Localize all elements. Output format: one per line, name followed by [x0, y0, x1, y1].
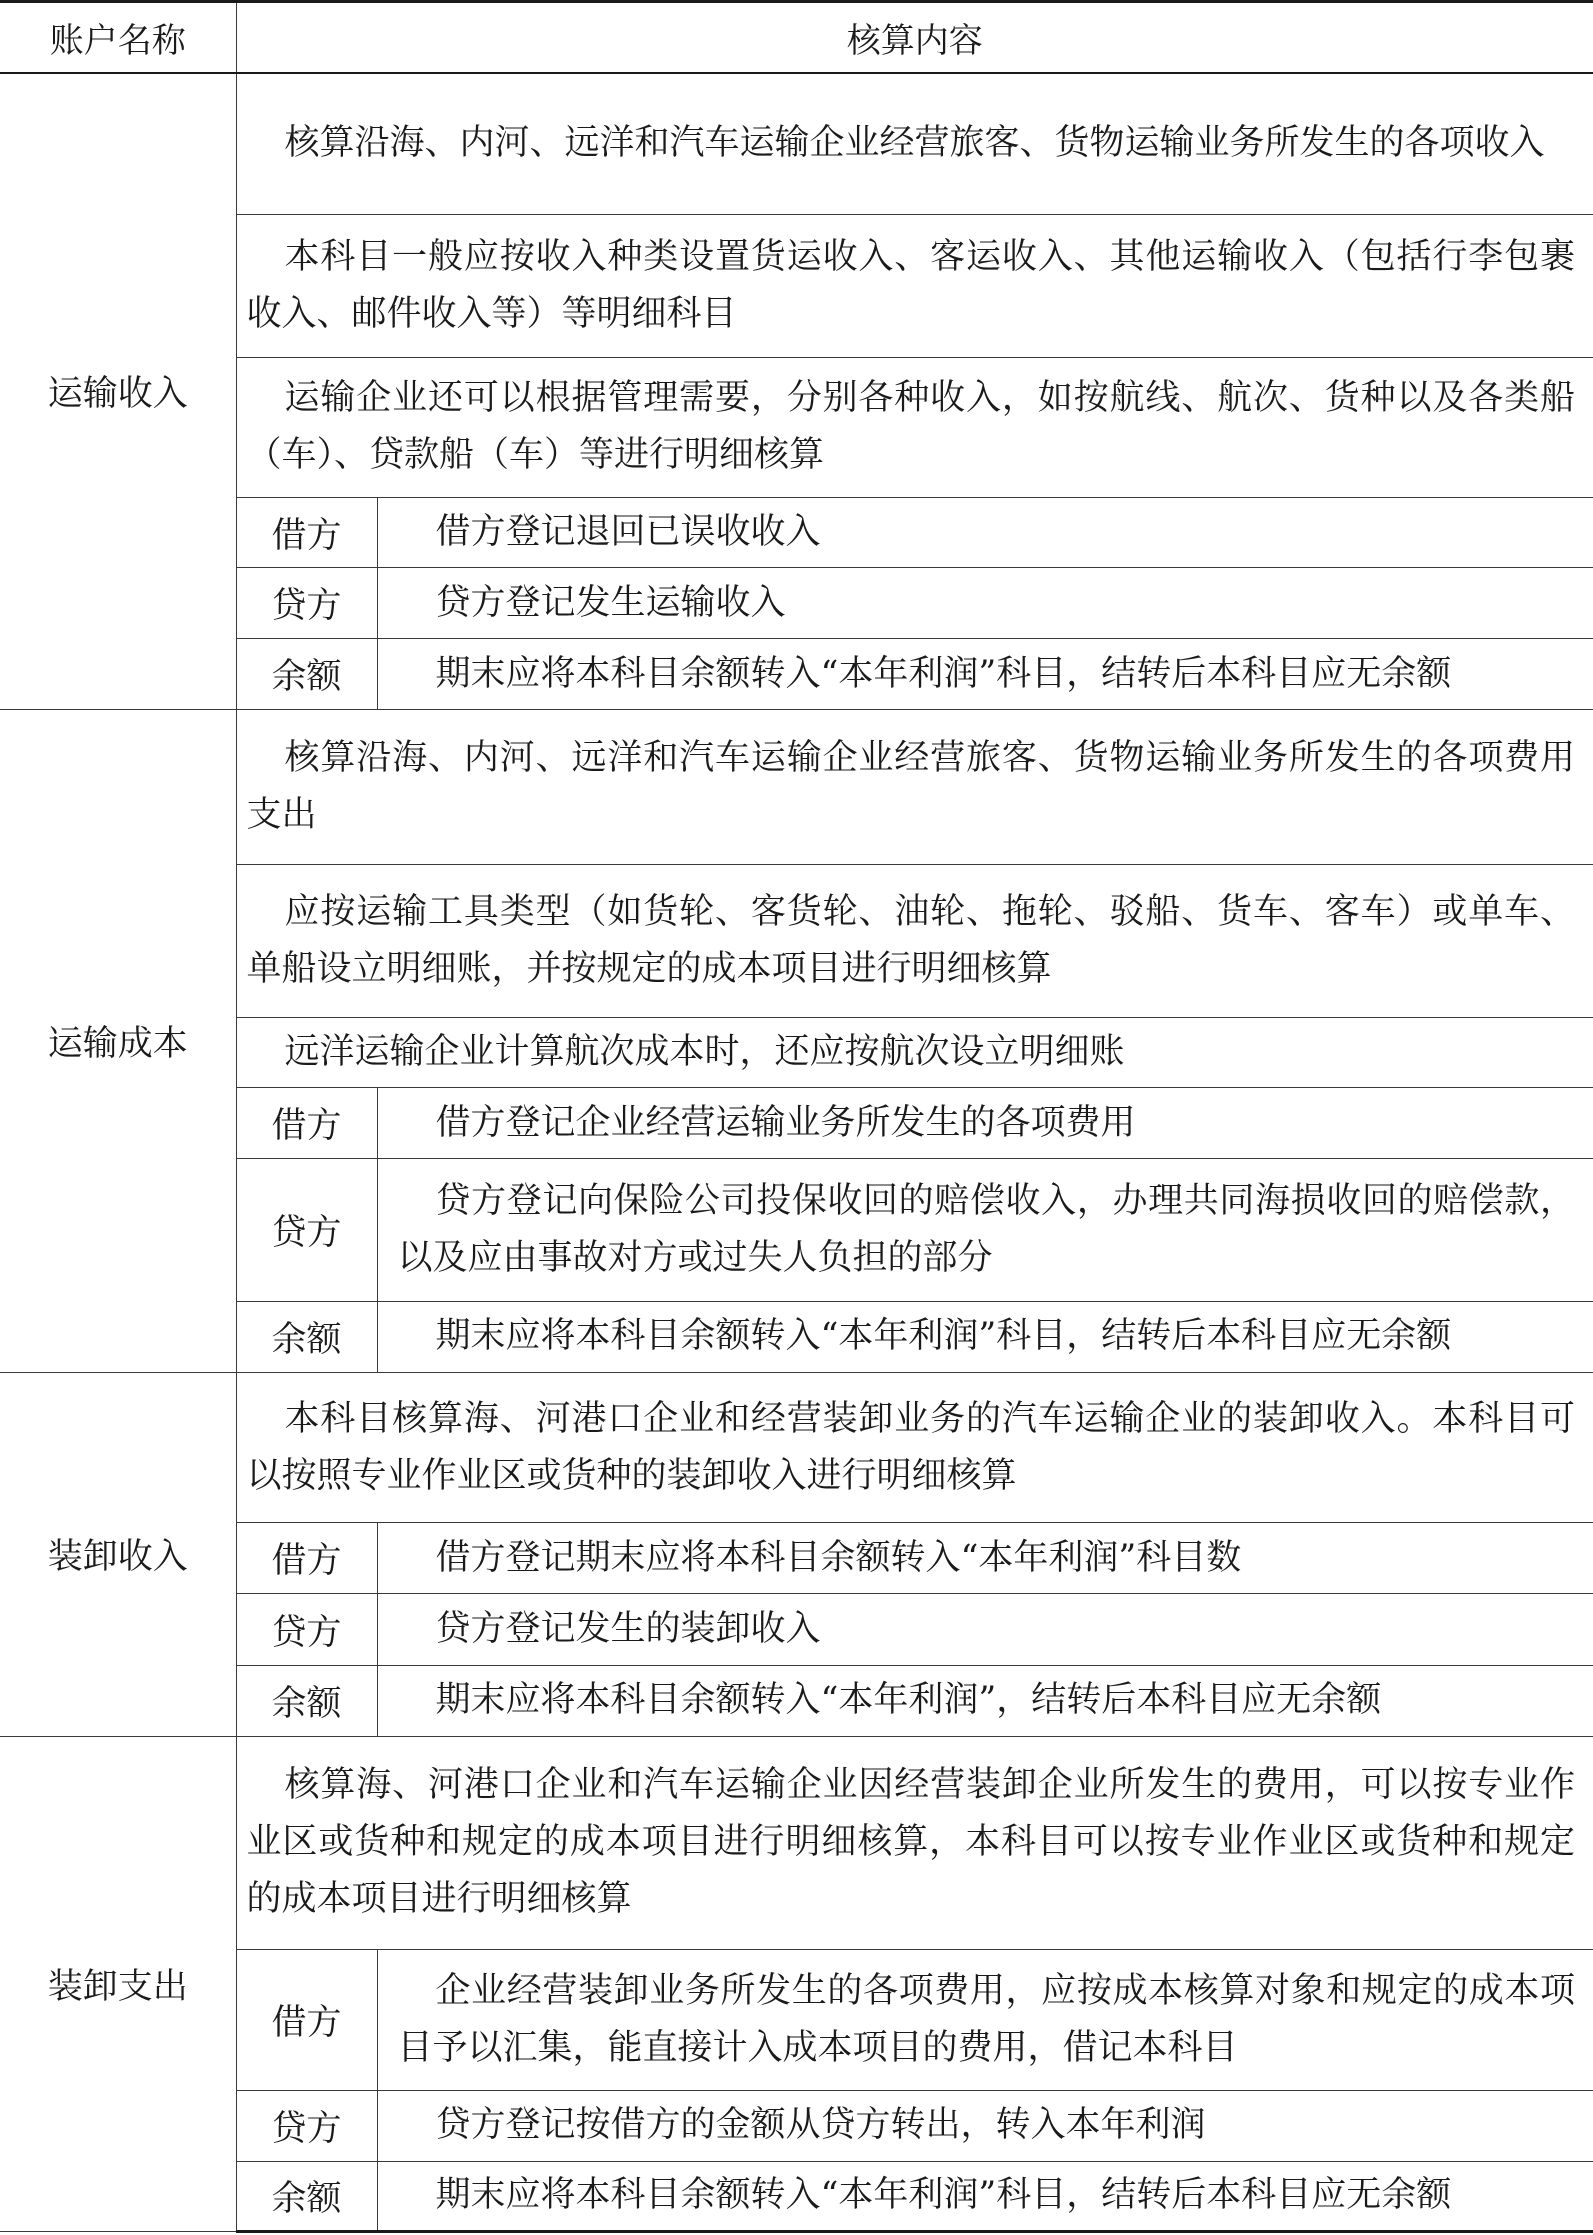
account-name: 装卸收入 [0, 1372, 236, 1736]
table-row [0, 1736, 1593, 1949]
table-row [0, 2090, 1593, 2161]
entry-label-credit: 贷方 [236, 2090, 377, 2161]
entry-text: 企业经营装卸业务所发生的各项费用，应按成本核算对象和规定的成本项目予以汇集，能直接计入成本项目的费用，借记本科目 [377, 1950, 1593, 2090]
entry-label-debit: 借方 [236, 1523, 377, 1594]
table-row [0, 1159, 1593, 1301]
entry-text: 贷方登记发生运输收入 [377, 568, 1593, 639]
table-row [0, 2161, 1593, 2231]
table-row [0, 497, 1593, 567]
entry-text: 期末应将本科目余额转入“本年利润”科目，结转后本科目应无余额 [377, 2161, 1593, 2231]
entry-text: 期末应将本科目余额转入“本年利润”，结转后本科目应无余额 [377, 1665, 1593, 1736]
header-accounting-content: 核算内容 [236, 2, 1593, 73]
entry-label-credit: 贷方 [236, 1594, 377, 1665]
account-description: 远洋运输企业计算航次成本时，还应按航次设立明细账 [236, 1018, 1593, 1088]
entry-label-debit: 借方 [236, 497, 377, 567]
table-row [0, 1088, 1593, 1159]
entry-label-balance: 余额 [236, 1665, 377, 1736]
table-row [0, 1665, 1593, 1736]
header-row [0, 2, 1593, 73]
account-description: 运输企业还可以根据管理需要，分别各种收入，如按航线、航次、货种以及各类船（车）、贷款船（车）等进行明细核算 [236, 357, 1593, 497]
entry-text: 贷方登记发生的装卸收入 [377, 1594, 1593, 1665]
entry-text: 借方登记期末应将本科目余额转入“本年利润”科目数 [377, 1523, 1593, 1594]
entry-label-debit: 借方 [236, 1950, 377, 2090]
entry-text: 期末应将本科目余额转入“本年利润”科目，结转后本科目应无余额 [377, 1301, 1593, 1372]
account-description: 核算沿海、内河、远洋和汽车运输企业经营旅客、货物运输业务所发生的各项收入 [236, 73, 1593, 215]
account-name: 装卸支出 [0, 1736, 236, 2231]
entry-label-balance: 余额 [236, 2161, 377, 2231]
header-account-name: 账户名称 [0, 2, 236, 73]
table-row [0, 1523, 1593, 1594]
table-row [0, 1372, 1593, 1522]
entry-text: 借方登记退回已误收收入 [377, 497, 1593, 567]
entry-label-credit: 贷方 [236, 568, 377, 639]
account-description: 本科目一般应按收入种类设置货运收入、客运收入、其他运输收入（包括行李包裹收入、邮件收入等）等明细科目 [236, 215, 1593, 357]
entry-text: 期末应将本科目余额转入“本年利润”科目，结转后本科目应无余额 [377, 639, 1593, 710]
table-row [0, 864, 1593, 1017]
account-description: 核算沿海、内河、远洋和汽车运输企业经营旅客、货物运输业务所发生的各项费用支出 [236, 710, 1593, 864]
entry-label-debit: 借方 [236, 1088, 377, 1159]
table-row [0, 215, 1593, 357]
account-description: 本科目核算海、河港口企业和经营装卸业务的汽车运输企业的装卸收入。本科目可以按照专业作业区或货种的装卸收入进行明细核算 [236, 1372, 1593, 1522]
entry-text: 贷方登记按借方的金额从贷方转出，转入本年利润 [377, 2090, 1593, 2161]
table-row [0, 73, 1593, 215]
entry-text: 贷方登记向保险公司投保收回的赔偿收入，办理共同海损收回的赔偿款，以及应由事故对方或过失人负担的部分 [377, 1159, 1593, 1301]
table-row [0, 357, 1593, 497]
table-row [0, 1950, 1593, 2090]
table-row [0, 710, 1593, 864]
entry-text: 借方登记企业经营运输业务所发生的各项费用 [377, 1088, 1593, 1159]
table-row [0, 1301, 1593, 1372]
account-description: 核算海、河港口企业和汽车运输企业因经营装卸企业所发生的费用，可以按专业作业区或货种和规定的成本项目进行明细核算，本科目可以按专业作业区或货种和规定的成本项目进行明细核算 [236, 1736, 1593, 1949]
account-description: 应按运输工具类型（如货轮、客货轮、油轮、拖轮、驳船、货车、客车）或单车、单船设立明细账，并按规定的成本项目进行明细核算 [236, 864, 1593, 1017]
table-row [0, 1594, 1593, 1665]
table-row [0, 639, 1593, 710]
entry-label-balance: 余额 [236, 639, 377, 710]
account-name: 运输成本 [0, 710, 236, 1372]
entry-label-balance: 余额 [236, 1301, 377, 1372]
account-name: 运输收入 [0, 73, 236, 710]
table-row [0, 1018, 1593, 1088]
table-row [0, 568, 1593, 639]
entry-label-credit: 贷方 [236, 1159, 377, 1301]
